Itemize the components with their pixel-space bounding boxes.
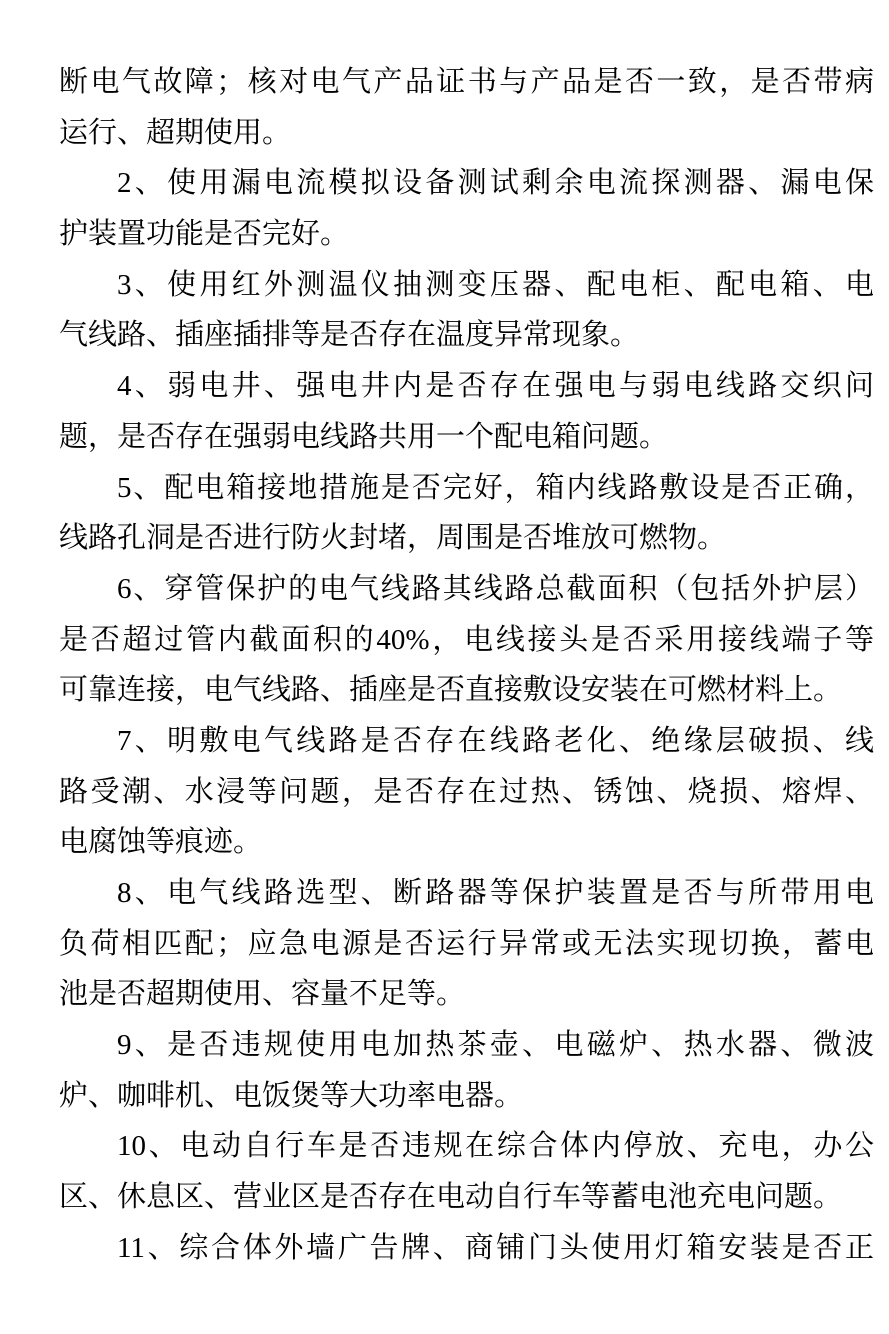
text-line: 护装置功能是否完好。 xyxy=(59,218,350,251)
paragraph-item-10 xyxy=(59,1121,874,1222)
text-line: 8、电气线路选型、断路器等保护装置是否与所带用电 xyxy=(117,877,874,909)
text-line: 炉、咖啡机、电饭煲等大功率电器。 xyxy=(59,1079,524,1112)
paragraph-item-8 xyxy=(59,868,874,1020)
text-line: 线路孔洞是否进行防火封堵，周围是否堆放可燃物。 xyxy=(59,522,727,555)
text-line: 气线路、插座插排等是否存在温度异常现象。 xyxy=(59,319,640,352)
text-line: 断电气故障；核对电气产品证书与产品是否一致，是否带病 xyxy=(59,66,874,98)
text-line: 5、配电箱接地措施是否完好，箱内线路敷设是否正确， xyxy=(117,471,874,504)
paragraph-item-9 xyxy=(59,1020,874,1121)
text-line: 运行、超期使用。 xyxy=(59,116,292,149)
text-line: 题，是否存在强弱电线路共用一个配电箱问题。 xyxy=(59,420,669,453)
text-line: 电腐蚀等痕迹。 xyxy=(59,826,263,859)
paragraph-item-3 xyxy=(59,260,874,361)
paragraph-continuation xyxy=(59,57,874,158)
text-line: 2、使用漏电流模拟设备测试剩余电流探测器、漏电保 xyxy=(117,167,874,200)
paragraph-item-6 xyxy=(59,564,874,716)
paragraph-item-7 xyxy=(59,716,874,868)
text-line: 3、使用红外测温仪抽测变压器、配电柜、配电箱、电 xyxy=(117,268,874,301)
text-line: 区、休息区、营业区是否存在电动自行车等蓄电池充电问题。 xyxy=(59,1181,843,1214)
text-line: 路受潮、水浸等问题，是否存在过热、锈蚀、烧损、熔焊、 xyxy=(59,775,874,808)
text-line: 可靠连接，电气线路、插座是否直接敷设安装在可燃材料上。 xyxy=(59,674,843,707)
paragraph-item-4 xyxy=(59,361,874,462)
paragraph-item-2 xyxy=(59,158,874,259)
text-line: 是否超过管内截面积的40%，电线接头是否采用接线端子等 xyxy=(59,623,874,656)
text-line: 9、是否违规使用电加热茶壶、电磁炉、热水器、微波 xyxy=(117,1029,874,1062)
text-line: 4、弱电井、强电井内是否存在强电与弱电线路交织问 xyxy=(117,370,874,403)
paragraph-item-11 xyxy=(59,1223,874,1274)
text-line: 6、穿管保护的电气线路其线路总截面积（包括外护层） xyxy=(117,572,874,605)
text-line: 池是否超期使用、容量不足等。 xyxy=(59,978,466,1011)
text-line: 10、电动自行车是否违规在综合体内停放、充电，办公 xyxy=(117,1130,874,1163)
paragraph-item-5 xyxy=(59,463,874,564)
text-line: 负荷相匹配；应急电源是否运行异常或无法实现切换，蓄电 xyxy=(59,927,874,960)
text-line: 11、综合体外墙广告牌、商铺门头使用灯箱安装是否正 xyxy=(117,1231,874,1264)
text-line: 7、明敷电气线路是否存在线路老化、绝缘层破损、线 xyxy=(117,724,874,757)
